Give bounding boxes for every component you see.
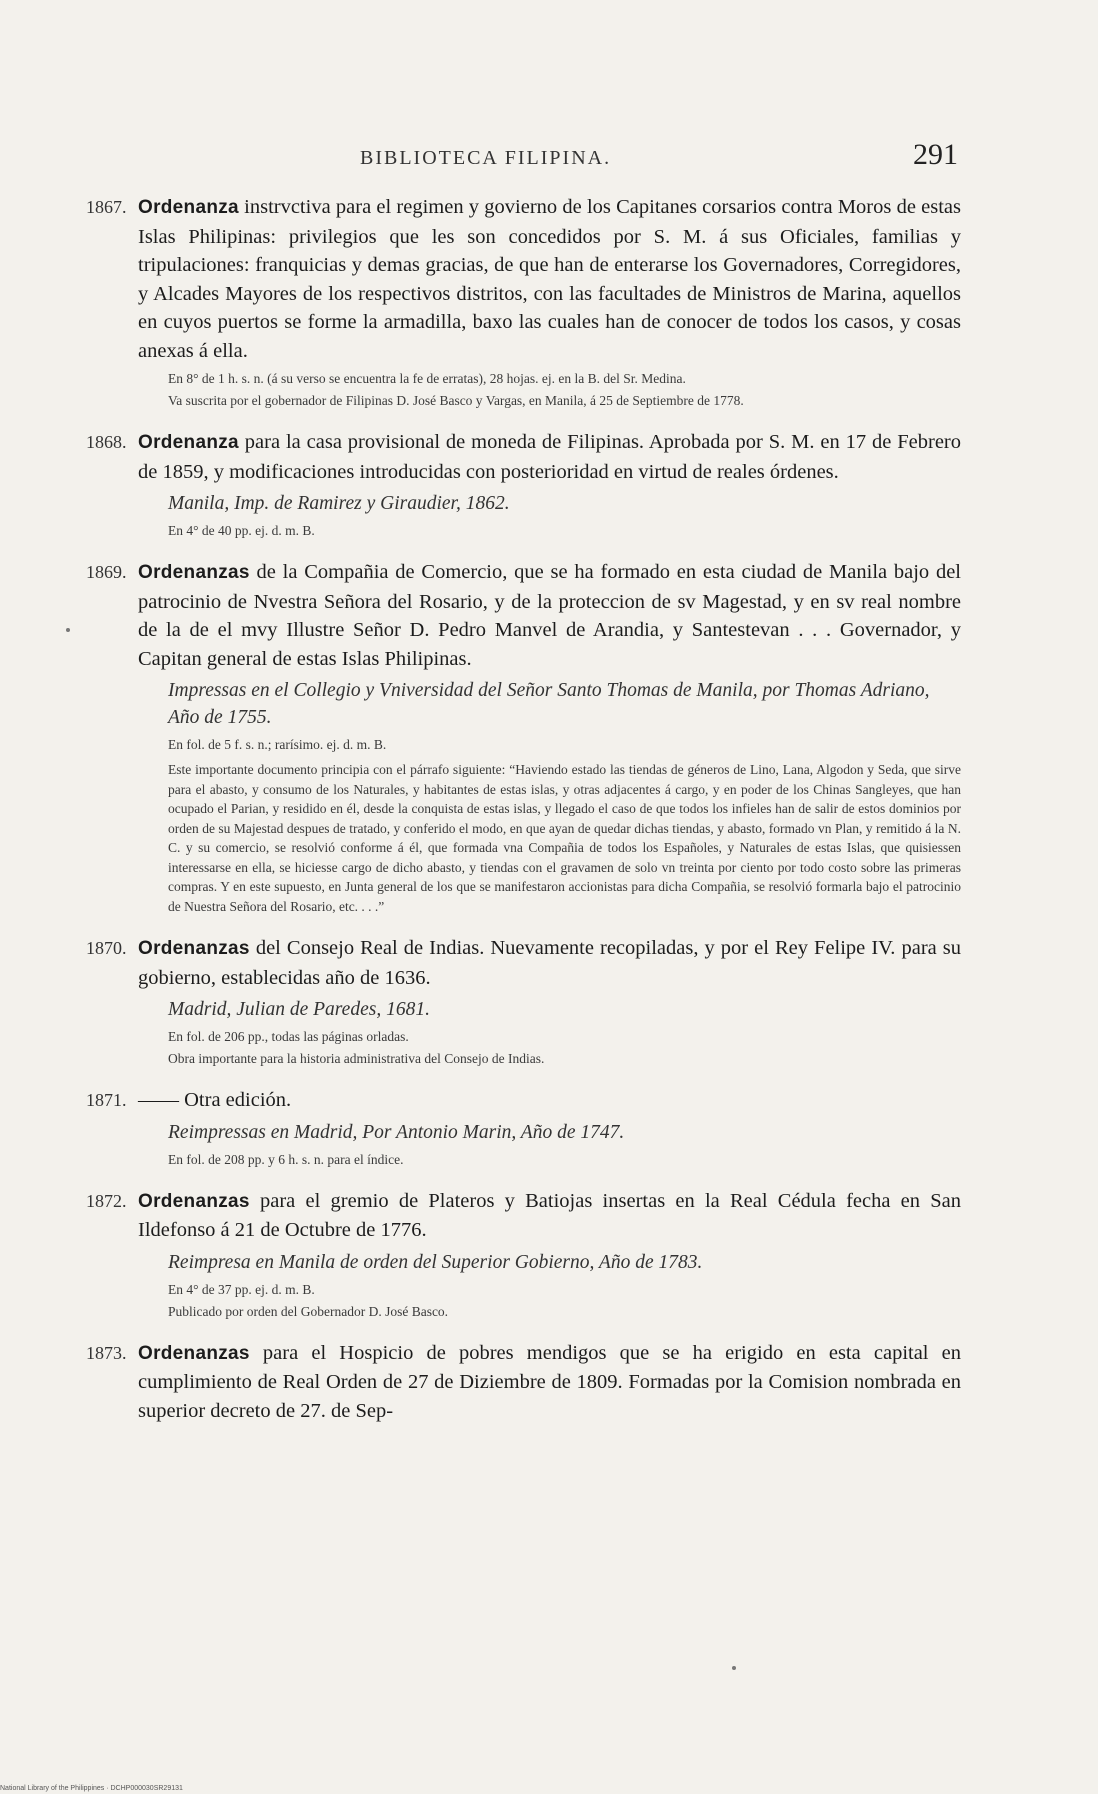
entry-note: En 8° de 1 h. s. n. (á su verso se encuentra la fe de erratas), 28 hojas. ej. en la B. del Sr. Medina. bbox=[168, 371, 686, 386]
entry-quote-note: Este importante documento principia con el párrafo siguiente: “Haviendo estado las tiendas de géneros de Lino, Lana, Algodon y Seda, que sirve para el abasto, y consumo de los Naturales, y habitantes de estas islas, y otras adjacentes á cargo, y en poder de los Chinas Sangleyes, que han ocupado el Parian, y residido en él, desde la conquista de estas islas, y llegado el caso de que todos los infieles han de salir de estos dominios por orden de su Majestad despues de tratado, y conferido el modo, en que ayan de quedar dichas tiendas, y abasto, formado vn Plan, y remitido á la N. C. y su comercio, se resolvió conforme á él, que formada vna Compañia de todos los Españoles, y Naturales de estas Islas, que quisiessen interessarse en ella, se hiciesse cargo de dicho abasto, y tiendas con el gravamen de solo vn treinta por ciento por todo costo sobre las primeras compras. Y en este supuesto, en Junta general de los que se manifestaron accionistas para dicha Compañia, se resolvió formarla bajo el patrocinio de Nuestra Señora del Rosario, etc. . . .” bbox=[168, 762, 961, 914]
entry-number: 1867. bbox=[86, 197, 127, 217]
entry-number: 1868. bbox=[86, 432, 127, 452]
print-speck bbox=[732, 1666, 736, 1670]
entry-text bbox=[138, 1086, 961, 1115]
entry-keyword: Ordenanza bbox=[138, 432, 239, 453]
entry-number: 1871. bbox=[86, 1090, 127, 1110]
entry-keyword: Ordenanzas bbox=[138, 938, 250, 959]
entry-text bbox=[138, 1339, 961, 1426]
entries-list bbox=[86, 193, 961, 1443]
entry-note: En fol. de 5 f. s. n.; rarísimo. ej. d. m. B. bbox=[168, 737, 387, 752]
entry-1870 bbox=[86, 934, 961, 1068]
entry-imprint: Manila, Imp. de Ramirez y Giraudier, 1862. bbox=[168, 493, 510, 514]
entry-1867 bbox=[86, 193, 961, 410]
entry-note: Publicado por orden del Gobernador D. José Basco. bbox=[168, 1303, 449, 1319]
scan-footer: National Library of the Philippines · DCHP000030SR29131 bbox=[0, 1785, 183, 1792]
entry-note: En 4° de 37 pp. ej. d. m. B. bbox=[168, 1281, 315, 1297]
entry-imprint: Madrid, Julian de Paredes, 1681. bbox=[168, 999, 430, 1020]
entry-description: para la casa provisional de moneda de Filipinas. Aprobada por S. M. en 17 de Febrero de 1859, y modificaciones introducidas con posterioridad en virtud de reales órdenes. bbox=[138, 431, 961, 483]
entry-keyword: Ordenanzas bbox=[138, 562, 250, 583]
entry-description: del Consejo Real de Indias. Nuevamente recopiladas, y por el Rey Felipe IV. para su gobierno, establecidas año de 1636. bbox=[138, 937, 962, 989]
entry-description: para el Hospicio de pobres mendigos que se ha erigido en esta capital en cumplimiento de Real Orden de 27 de Diziembre de 1809. Formadas por la Comision nombrada en superior decreto de 27. de Sep- bbox=[138, 1341, 961, 1422]
entry-1873 bbox=[86, 1339, 961, 1426]
entry-description: para el gremio de Plateros y Batiojas insertas en la Real Cédula fecha en San Ildefonso á 21 de Octubre de 1776. bbox=[138, 1189, 961, 1241]
entry-number: 1873. bbox=[86, 1342, 127, 1363]
entry-keyword: Ordenanzas bbox=[138, 1342, 250, 1364]
entry-imprint: Reimpressas en Madrid, Por Antonio Marin, Año de 1747. bbox=[168, 1121, 625, 1143]
entry-imprint: Impressas en el Collegio y Vniversidad del Señor Santo Thomas de Manila, por Thomas Adriano, Año de 1755. bbox=[168, 680, 930, 728]
entry-text bbox=[138, 1187, 961, 1245]
entry-note: Obra importante para la historia administrativa del Consejo de Indias. bbox=[168, 1051, 545, 1066]
entry-number: 1870. bbox=[86, 938, 127, 958]
entry-1872 bbox=[86, 1187, 961, 1321]
entry-description: Otra edición. bbox=[184, 1089, 292, 1111]
entry-1871 bbox=[86, 1086, 961, 1169]
entry-note: En 4° de 40 pp. ej. d. m. B. bbox=[168, 523, 315, 538]
entry-text bbox=[138, 558, 961, 673]
entry-1869 bbox=[86, 558, 961, 916]
entry-keyword: Ordenanza bbox=[138, 197, 239, 218]
entry-dash: —— bbox=[138, 1089, 185, 1111]
page-header bbox=[360, 138, 958, 172]
entry-text bbox=[138, 193, 961, 365]
entry-1868 bbox=[86, 428, 961, 540]
page-number: 291 bbox=[913, 138, 958, 171]
entry-note: En fol. de 206 pp., todas las páginas orladas. bbox=[168, 1029, 409, 1044]
entry-description: instrvctiva para el regimen y govierno de los Capitanes corsarios contra Moros de estas Islas Philipinas: privilegios que les son concedidos por S. M. á sus Oficiales, familias y tripulaciones: franquicias y demas gracias, de que han de enterarse los Governadores, Corregidores, y Alcades Mayores de los respectivos distritos, con las facultades de Ministros de Marina, aquellos en cuyos puertos se forme la armadilla, baxo las cuales han de conocer de todos los casos, y cosas anexas á ella. bbox=[138, 196, 962, 362]
running-title: BIBLIOTECA FILIPINA. bbox=[360, 147, 612, 169]
entry-number: 1872. bbox=[86, 1190, 127, 1211]
entry-imprint: Reimpresa en Manila de orden del Superior Gobierno, Año de 1783. bbox=[168, 1251, 703, 1273]
entry-text bbox=[138, 428, 961, 486]
entry-text bbox=[138, 934, 961, 992]
entry-number: 1869. bbox=[86, 562, 127, 582]
entry-note: Va suscrita por el gobernador de Filipinas D. José Basco y Vargas, en Manila, á 25 de Septiembre de 1778. bbox=[168, 393, 744, 408]
entry-note: En fol. de 208 pp. y 6 h. s. n. para el índice. bbox=[168, 1151, 404, 1167]
print-speck bbox=[66, 628, 70, 632]
entry-description: de la Compañia de Comercio, que se ha formado en esta ciudad de Manila bajo del patrocinio de Nvestra Señora del Rosario, y de la proteccion de sv Magestad, y en sv real nombre de la de el mvy Illustre Señor D. Pedro Manvel de Arandia, y Santestevan . . . Governador, y Capitan general de estas Islas Philipinas. bbox=[138, 561, 962, 670]
entry-keyword: Ordenanzas bbox=[138, 1190, 250, 1212]
